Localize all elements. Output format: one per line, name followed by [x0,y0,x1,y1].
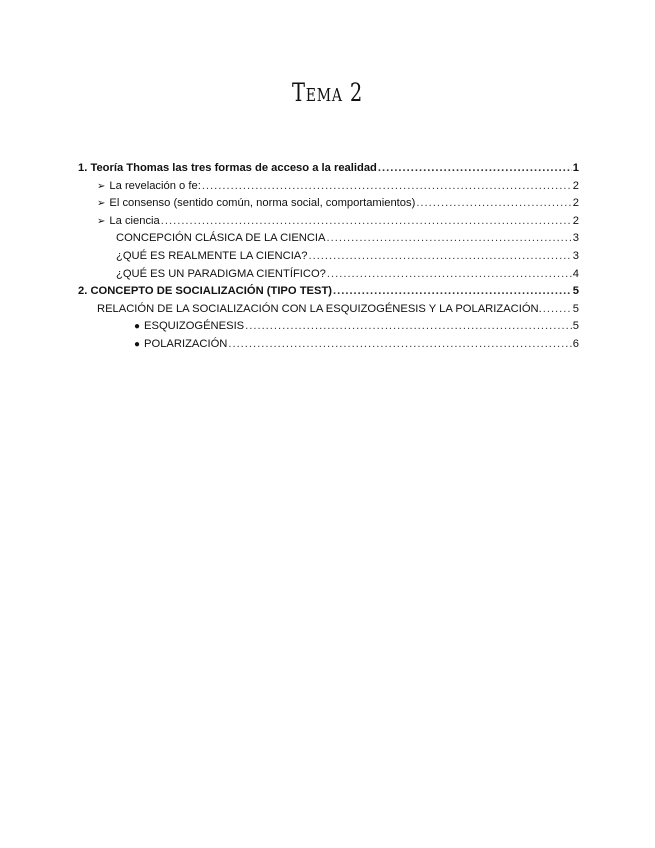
toc-page-number: 5 [572,302,579,315]
toc-page-number: 4 [572,267,579,280]
toc-dot-leader [245,318,572,336]
toc-page-number: 3 [572,249,579,262]
toc-entry-que-es-ciencia[interactable] [78,248,579,266]
toc-page-number: 1 [572,162,579,174]
toc-dot-leader [327,230,572,248]
toc-page-number: 3 [572,232,579,245]
toc-page-number: 2 [572,214,579,227]
toc-dot-leader [308,248,571,266]
toc-entry-text: CONCEPCIÓN CLÁSICA DE LA CIENCIA [116,232,326,245]
toc-entry-text: El consenso (sentido común, norma social, comportamientos) [109,197,416,210]
toc-entry-teoria-thomas[interactable] [78,160,579,178]
toc-page-number: 5 [572,285,579,298]
toc-dot-leader [202,178,572,196]
arrow-bullet-icon: ➢ [97,180,106,192]
toc-dot-leader [228,336,571,354]
toc-entry-text: ESQUIZOGÉNESIS [144,320,245,333]
toc-entry-revelacion[interactable] [78,178,579,196]
toc-page-number: 2 [572,197,579,210]
toc-page-number: 5 [572,320,579,333]
toc-entry-relacion-socializacion[interactable] [78,301,579,319]
toc-entry-consenso[interactable] [78,195,579,213]
toc-dot-leader [161,213,572,231]
page-title: Tema 2 [291,78,364,107]
toc-entry-paradigma[interactable] [78,266,579,284]
toc-dot-leader [416,195,571,213]
toc-entry-text: 1. Teoría Thomas las tres formas de acceso a la realidad [78,162,377,174]
arrow-bullet-icon: ➢ [97,198,106,210]
toc-dot-leader [543,301,572,319]
toc-page-number: 2 [572,179,579,192]
toc-dot-leader [333,283,572,301]
toc-entry-text: RELACIÓN DE LA SOCIALIZACIÓN CON LA ESQUIZOGÉNESIS Y LA POLARIZACIÓN. [97,302,542,315]
table-of-contents [78,160,579,354]
arrow-bullet-icon: ➢ [97,215,106,227]
toc-entry-esquizogenesis[interactable] [78,318,579,336]
toc-entry-concepcion-clasica[interactable] [78,230,579,248]
toc-dot-leader [327,266,572,284]
toc-entry-text: La ciencia [109,214,160,227]
bullet-icon: ● [134,321,141,333]
toc-entry-ciencia[interactable] [78,213,579,231]
toc-entry-polarizacion[interactable] [78,336,579,354]
toc-entry-text: La revelación o fe: [109,179,201,192]
toc-entry-text: ¿QUÉ ES UN PARADIGMA CIENTÍFICO? [116,267,326,280]
toc-page-number: 6 [572,337,579,350]
toc-entry-socializacion[interactable] [78,283,579,301]
bullet-icon: ● [134,338,141,350]
toc-entry-text: POLARIZACIÓN [144,337,228,350]
toc-entry-text: ¿QUÉ ES REALMENTE LA CIENCIA? [116,249,308,262]
toc-entry-text: 2. CONCEPTO DE SOCIALIZACIÓN (TIPO TEST) [78,285,333,298]
toc-dot-leader [378,160,572,178]
